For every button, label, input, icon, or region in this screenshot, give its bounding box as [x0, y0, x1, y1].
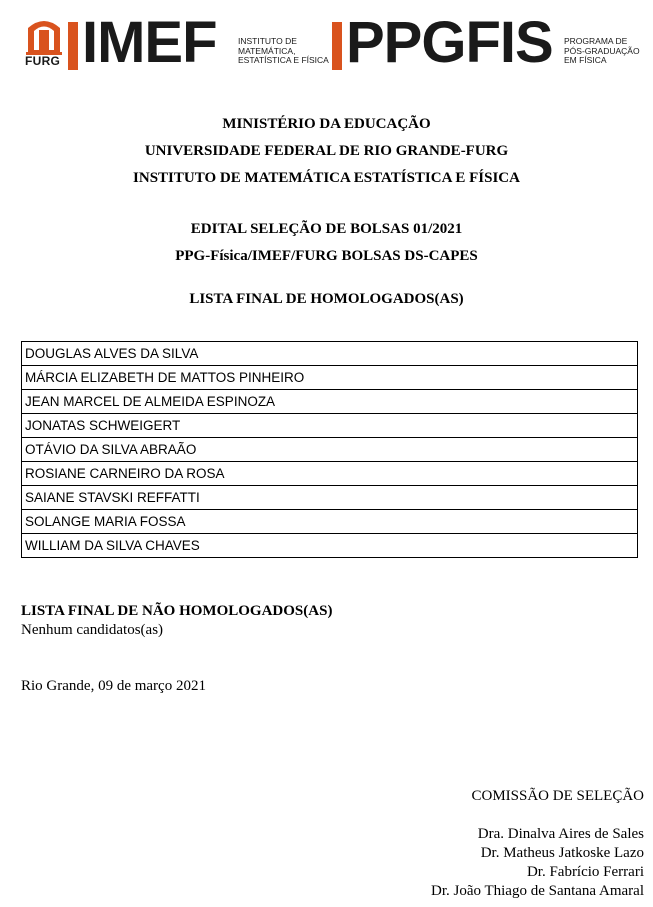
commission-member: Dr. Matheus Jatkoske Lazo	[480, 845, 644, 861]
imef-subtitle-line: INSTITUTO DE	[238, 36, 297, 46]
table-row	[22, 462, 638, 486]
ppgfis-logo-text: PPGFIS	[346, 10, 553, 75]
commission-title: COMISSÃO DE SELEÇÃO	[471, 788, 644, 804]
candidate-name: JEAN MARCEL DE ALMEIDA ESPINOZA	[22, 390, 638, 414]
ppgfis-subtitle-line: EM FÍSICA	[564, 55, 607, 65]
imef-accent-bar	[68, 22, 78, 70]
nao-homologados-text: Nenhum candidatos(as)	[21, 622, 164, 638]
candidate-name: OTÁVIO DA SILVA ABRAÃO	[22, 438, 638, 462]
institution-line: MINISTÉRIO DA EDUCAÇÃO	[222, 116, 431, 132]
candidate-name: MÁRCIA ELIZABETH DE MATTOS PINHEIRO	[22, 366, 638, 390]
ppgfis-subtitle-line: PROGRAMA DE	[564, 36, 628, 46]
table-row	[22, 534, 638, 558]
commission-member: Dra. Dinalva Aires de Sales	[477, 826, 644, 842]
institution-block	[0, 111, 653, 192]
candidate-name: WILLIAM DA SILVA CHAVES	[22, 534, 638, 558]
ppgfis-accent-bar	[332, 22, 342, 70]
institution-line: UNIVERSIDADE FEDERAL DE RIO GRANDE-FURG	[144, 143, 509, 159]
candidate-name: SOLANGE MARIA FOSSA	[22, 510, 638, 534]
commission-member: Dr. Fabrício Ferrari	[526, 864, 644, 880]
imef-subtitle-line: ESTATÍSTICA E FÍSICA	[238, 55, 329, 65]
table-row	[22, 390, 638, 414]
homologados-heading	[0, 286, 653, 313]
candidate-name: SAIANE STAVSKI REFFATTI	[22, 486, 638, 510]
table-row	[22, 486, 638, 510]
homologados-table	[21, 341, 638, 558]
commission-member: Dr. João Thiago de Santana Amaral	[430, 883, 644, 899]
commission-members	[431, 825, 644, 901]
edital-title: EDITAL SELEÇÃO DE BOLSAS 01/2021	[190, 221, 463, 237]
table-row	[22, 342, 638, 366]
edital-block	[0, 216, 653, 270]
candidate-name: JONATAS SCHWEIGERT	[22, 414, 638, 438]
nao-homologados-title: LISTA FINAL DE NÃO HOMOLOGADOS(AS)	[21, 603, 333, 619]
table-row	[22, 366, 638, 390]
document-header	[24, 8, 644, 78]
table-row	[22, 438, 638, 462]
imef-logo-text: IMEF	[82, 10, 217, 75]
furg-label: FURG	[25, 54, 61, 68]
document-date: Rio Grande, 09 de março 2021	[21, 678, 206, 694]
homologados-title: LISTA FINAL DE HOMOLOGADOS(AS)	[189, 291, 464, 307]
candidate-name: ROSIANE CARNEIRO DA ROSA	[22, 462, 638, 486]
ppgfis-subtitle	[564, 37, 640, 66]
ppgfis-subtitle-line: PÓS-GRADUAÇÃO	[564, 45, 640, 56]
table-row	[22, 510, 638, 534]
edital-subtitle: PPG-Física/IMEF/FURG BOLSAS DS-CAPES	[175, 248, 478, 264]
candidate-name: DOUGLAS ALVES DA SILVA	[22, 342, 638, 366]
table-row	[22, 414, 638, 438]
imef-subtitle-line: MATEMÁTICA,	[238, 45, 296, 56]
institution-line: INSTITUTO DE MATEMÁTICA ESTATÍSTICA E FÍSICA	[133, 170, 520, 186]
imef-subtitle	[238, 37, 329, 66]
